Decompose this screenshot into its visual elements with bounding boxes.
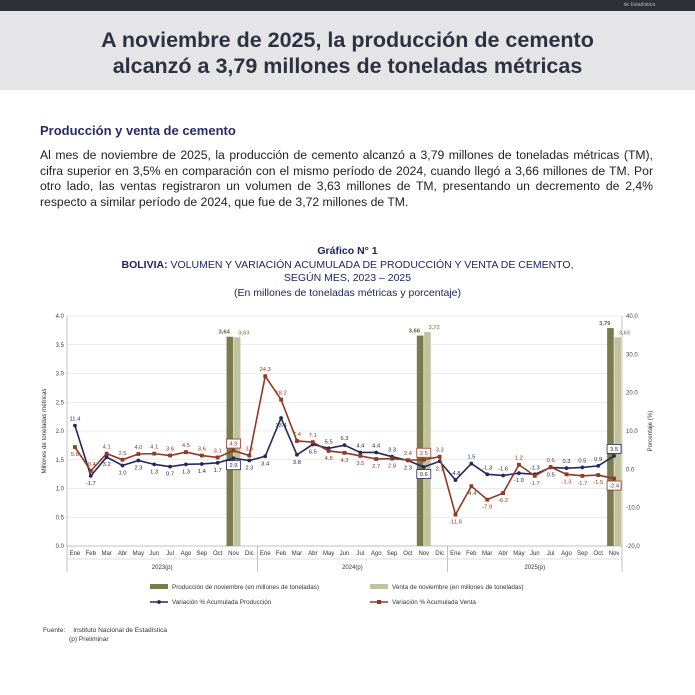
sales-data-label: 5.8	[70, 452, 79, 459]
year-label: 2024(p)	[342, 565, 363, 571]
production-data-label: 1.7	[213, 467, 222, 474]
production-variation-point	[263, 454, 267, 458]
x-tick-label: Nov	[228, 551, 239, 557]
production-data-label: 0.3	[562, 459, 571, 466]
sales-variation-point	[73, 445, 77, 449]
x-tick-label: Sep	[386, 551, 398, 557]
production-data-label: 3.5	[610, 446, 619, 453]
source-label: Fuente:	[43, 627, 66, 634]
production-variation-point	[216, 461, 220, 465]
y-left-tick-label: 3.5	[55, 342, 64, 349]
x-tick-label: Nov	[418, 551, 430, 557]
x-tick-label: Jul	[356, 551, 365, 557]
sales-variation-point	[565, 472, 569, 476]
production-data-label: 3.2	[102, 462, 111, 469]
production-data-label: 4.4	[372, 443, 381, 450]
sales-data-label: -6.2	[498, 498, 509, 505]
sales-variation-point	[121, 458, 125, 462]
sales-data-label: 24.3	[259, 367, 271, 374]
footer-note: (p) Preliminar	[69, 636, 109, 643]
sales-variation-point	[469, 484, 473, 488]
production-variation-point	[184, 462, 188, 466]
legend-sales-line-label: Variación % Acumulada Venta	[392, 599, 476, 606]
x-tick-label: Sep	[577, 551, 588, 557]
sales-data-label: 7.4	[292, 431, 301, 438]
production-variation-point	[485, 472, 489, 476]
sales-data-label: -2.4	[609, 483, 620, 490]
production-data-label: -4.8	[450, 471, 461, 478]
sales-variation-point	[311, 440, 315, 444]
production-data-label: 3.8	[292, 459, 301, 466]
production-variation-point	[501, 474, 505, 478]
x-tick-label: Jun	[149, 551, 160, 557]
sales-variation-point	[501, 491, 505, 495]
production-data-label: 1.0	[118, 470, 127, 477]
sales-data-label: 3.5	[356, 460, 365, 467]
x-tick-label: Abr	[308, 551, 318, 557]
production-variation-point	[422, 465, 426, 469]
sales-data-label: 2.4	[403, 451, 412, 458]
x-tick-label: Oct	[212, 551, 223, 557]
sales-variation-point	[438, 455, 442, 459]
body-paragraph: Al mes de noviembre de 2025, la producción de cemento alcanzó a 3,79 millones de toneladas métricas (TM), cifra superior en 3,5% en comparación con el mismo período de 2024, cuando llegó a 3,66 millones de TM. Por otro lado, las ventas registraron un volumen de 3,63 millones de TM, presentando un decremento de 2,4% respecto a similar período de 2024, que fue de 3,72 millones de TM.	[40, 148, 653, 209]
sales-variation-point	[422, 458, 426, 462]
y-left-tick-label: 3.0	[55, 371, 64, 378]
production-data-label: 2.3	[403, 465, 412, 472]
page-title	[20, 27, 675, 79]
sales-variation-point	[343, 451, 347, 455]
x-tick-label: Ago	[561, 551, 572, 557]
sales-data-label: 2.8	[388, 463, 397, 470]
year-label: 2025(p)	[524, 565, 546, 571]
x-tick-label: Oct	[403, 551, 413, 557]
production-variation-point	[612, 454, 616, 458]
sales-data-label: 4.1	[102, 444, 111, 451]
sales-data-label: 1.2	[514, 455, 523, 462]
production-data-label: 3.3	[388, 447, 397, 454]
sales-data-label: 0.6	[546, 458, 555, 465]
sales-variation-point	[406, 458, 410, 462]
sales-data-label: 3.1	[213, 448, 222, 455]
x-tick-label: Abr	[117, 551, 128, 557]
chart-number: Gráfico N° 1	[317, 245, 378, 257]
production-data-label: 5.5	[324, 439, 333, 446]
x-tick-label: Ene	[69, 551, 81, 557]
production-data-label: 0.5	[546, 472, 555, 479]
production-variation-point	[247, 459, 251, 463]
sales-data-label: -1.5	[593, 480, 604, 487]
sales-variation-point	[247, 454, 251, 458]
x-tick-label: Ago	[370, 551, 382, 557]
chart-title-country: BOLIVIA:	[121, 259, 168, 271]
x-tick-label: Oct	[593, 551, 603, 557]
production-data-label: 2.1	[435, 466, 444, 473]
production-data-label: 0.5	[578, 458, 587, 465]
x-tick-label: Abr	[498, 551, 508, 557]
production-data-label: 13.4	[275, 422, 287, 429]
sales-variation-point	[105, 452, 109, 456]
production-data-label: -1.6	[498, 466, 509, 473]
sales-variation-point	[279, 398, 283, 402]
production-variation-point	[200, 462, 204, 466]
sales-data-label: -0.4	[85, 461, 96, 468]
production-data-label: -1.3	[482, 465, 493, 472]
chart-title-rest: VOLUMEN Y VARIACIÓN ACUMULADA DE PRODUCCIÓN Y VENTA DE CEMENTO,	[167, 259, 574, 271]
sales-variation-point	[216, 456, 220, 460]
y-left-tick-label: 2.0	[55, 429, 64, 435]
y-right-tick-label: 0.0	[626, 467, 635, 474]
sales-variation-point	[612, 477, 616, 481]
production-data-label: 2.9	[229, 463, 238, 470]
production-variation-point	[469, 462, 473, 466]
production-variation-point	[374, 451, 378, 455]
sales-data-label: 2.7	[372, 463, 381, 470]
sales-variation-point	[390, 457, 394, 461]
x-tick-label: Feb	[466, 551, 477, 557]
y-right-tick-label: 40.0	[626, 314, 638, 320]
production-variation-point	[121, 464, 125, 468]
y-left-tick-label: 0.0	[55, 544, 64, 550]
x-tick-label: Ene	[450, 551, 461, 557]
production-data-label: 11.4	[69, 416, 81, 423]
x-tick-label: Dic	[245, 551, 254, 557]
sales-variation-point	[263, 374, 267, 378]
y-right-tick-label: 10.0	[626, 429, 638, 435]
y-right-tick-label: 20.0	[626, 390, 638, 397]
x-tick-label: Ene	[259, 551, 271, 557]
sales-variation-point	[374, 457, 378, 461]
x-tick-label: Jul	[546, 551, 555, 557]
top-bar	[0, 0, 695, 11]
source-text: Instituto Nacional de Estadística	[73, 627, 168, 634]
y-left-tick-label: 1.5	[55, 457, 64, 464]
sales-variation-point	[327, 449, 331, 453]
page-title-line-1: A noviembre de 2025, la producción de cemento	[101, 28, 594, 52]
sales-bar-label: 3,63	[618, 330, 631, 337]
x-tick-label: Feb	[275, 551, 287, 557]
x-tick-label: Mar	[291, 551, 303, 557]
production-variation-point	[89, 474, 93, 478]
sales-variation-point	[168, 454, 172, 458]
chart-svg	[0, 300, 695, 625]
sales-data-label: 18.2	[275, 390, 287, 397]
production-data-label: 2.3	[134, 465, 143, 472]
production-bar	[607, 328, 614, 546]
y-left-axis-title: Millones de toneladas métricas	[41, 388, 48, 474]
production-data-label: -1.7	[85, 480, 96, 487]
sales-variation-point	[454, 513, 458, 517]
production-variation-point	[565, 466, 569, 470]
sales-variation-point	[136, 452, 140, 456]
sales-data-label: 3.6	[245, 446, 254, 453]
sales-data-label: 3.3	[435, 447, 444, 454]
y-right-tick-label: 30.0	[626, 352, 638, 359]
y-right-tick-label: -20.0	[626, 544, 640, 550]
production-data-label: 0.7	[166, 471, 175, 478]
production-variation-point	[279, 416, 283, 420]
production-data-label: -1.0	[513, 478, 524, 485]
y-left-tick-label: 0.5	[55, 515, 64, 522]
sales-variation-point	[596, 473, 600, 477]
production-bar-label: 3,66	[408, 328, 421, 335]
production-variation-point	[517, 471, 521, 475]
x-tick-label: Ago	[180, 551, 192, 557]
sales-data-label: 4.8	[324, 455, 333, 462]
x-tick-label: Sep	[196, 551, 208, 557]
x-tick-label: Nov	[608, 551, 620, 557]
production-bar	[417, 336, 424, 546]
production-data-label: 3.4	[261, 461, 270, 468]
x-tick-label: May	[132, 551, 145, 557]
sales-data-label: -1.3	[561, 479, 572, 486]
sales-data-label: -11.8	[449, 519, 462, 526]
sales-data-label: 4.5	[181, 443, 190, 450]
production-data-label: 2.3	[245, 465, 254, 472]
sales-data-label: 4.3	[340, 457, 349, 464]
page-header	[0, 11, 695, 90]
production-variation-point	[73, 424, 77, 428]
y-right-tick-label: -10.0	[626, 505, 640, 512]
legend-production-bar-swatch	[150, 584, 168, 589]
production-bar-label: 3,64	[218, 329, 230, 336]
production-variation-point	[152, 462, 156, 466]
legend-sales-bar-swatch	[370, 584, 388, 589]
sales-variation-point	[549, 465, 553, 469]
y-right-axis-title: Porcentaje (%)	[647, 410, 654, 452]
x-tick-label: Mar	[482, 551, 493, 557]
chart-units: (En millones de toneladas métricas y porcentaje)	[233, 287, 462, 299]
production-variation-point	[454, 478, 458, 482]
page-title-line-2: alcanzó a 3,79 millones de toneladas métricas	[112, 54, 583, 78]
production-variation-point	[580, 466, 584, 470]
sales-data-label: -7.9	[482, 504, 493, 511]
x-tick-label: May	[513, 551, 525, 557]
chart-subtitle: SEGÚN MES, 2023 – 2025	[283, 272, 412, 284]
sales-variation-point	[184, 450, 188, 454]
sales-data-label: 3.6	[166, 446, 175, 453]
production-variation-point	[295, 453, 299, 457]
year-label: 2023(p)	[151, 565, 173, 571]
sales-data-label: -4.4	[466, 491, 477, 498]
production-data-label: 1.5	[467, 454, 476, 461]
sales-variation-point	[232, 449, 236, 453]
production-bar-label: 3,79	[599, 321, 611, 328]
sales-variation-point	[152, 452, 156, 456]
production-data-label: 1.4	[197, 468, 206, 475]
x-tick-label: May	[322, 551, 335, 557]
sales-data-label: 2.5	[419, 450, 428, 457]
production-data-label: 6.5	[308, 449, 317, 456]
y-left-tick-label: 4.0	[55, 314, 64, 320]
production-variation-point	[343, 443, 347, 447]
sales-variation-point	[295, 439, 299, 443]
x-tick-label: Dic	[435, 551, 444, 557]
sales-variation-point	[89, 469, 93, 473]
sales-variation-point	[517, 463, 521, 467]
footer-source	[43, 627, 167, 634]
sales-variation-point	[200, 454, 204, 458]
legend-production-line-label: Variación % Acumulada Producción	[172, 599, 272, 606]
sales-data-label: 4.1	[150, 444, 159, 451]
production-data-label: 0.9	[594, 456, 603, 463]
x-tick-label: Mar	[101, 551, 112, 557]
production-data-label: 1.3	[150, 469, 159, 476]
x-tick-label: Jun	[339, 551, 350, 557]
logo-text: de Estadística	[623, 2, 655, 8]
sales-variation-point	[358, 454, 362, 458]
production-variation-point	[136, 459, 140, 463]
legend-sales-line-marker	[377, 600, 381, 604]
production-data-label: 6.3	[340, 436, 349, 443]
legend-production-bar-label: Producción de noviembre (en millones de toneladas)	[172, 584, 320, 591]
sales-data-label: -1.7	[577, 480, 588, 487]
sales-bar-label: 3,72	[428, 325, 440, 332]
production-data-label: 0.6	[419, 472, 428, 479]
sales-bar-label: 3,63	[238, 330, 250, 337]
sales-variation-point	[485, 498, 489, 502]
legend-sales-bar-label: Venta de noviembre (en millones de toneladas)	[392, 584, 524, 591]
production-data-label: 1.3	[181, 469, 190, 476]
sales-variation-point	[533, 474, 537, 478]
sales-data-label: 3.6	[197, 446, 206, 453]
x-tick-label: Feb	[85, 551, 96, 557]
production-variation-point	[358, 451, 362, 455]
production-data-label: 4.4	[356, 443, 365, 450]
sales-variation-point	[580, 474, 584, 478]
production-variation-point	[596, 464, 600, 468]
x-tick-label: Jul	[166, 551, 174, 557]
sales-bar	[424, 332, 431, 546]
sales-data-label: 7.1	[308, 433, 317, 440]
production-data-label: -1.3	[529, 465, 540, 472]
sales-data-label: 4.9	[229, 441, 238, 448]
sales-data-label: -1.7	[529, 480, 540, 487]
production-variation-point	[232, 456, 236, 460]
y-left-tick-label: 2.5	[55, 400, 64, 407]
sales-data-label: 2.5	[118, 450, 127, 457]
x-tick-label: Jun	[529, 551, 540, 557]
section-title: Producción y venta de cemento	[40, 123, 236, 138]
sales-bar	[614, 337, 621, 546]
production-variation-point	[168, 465, 172, 469]
chart-title	[40, 259, 655, 272]
y-left-tick-label: 1.0	[55, 486, 64, 493]
legend-production-line-marker	[157, 600, 161, 604]
sales-data-label: 4.0	[134, 445, 143, 451]
